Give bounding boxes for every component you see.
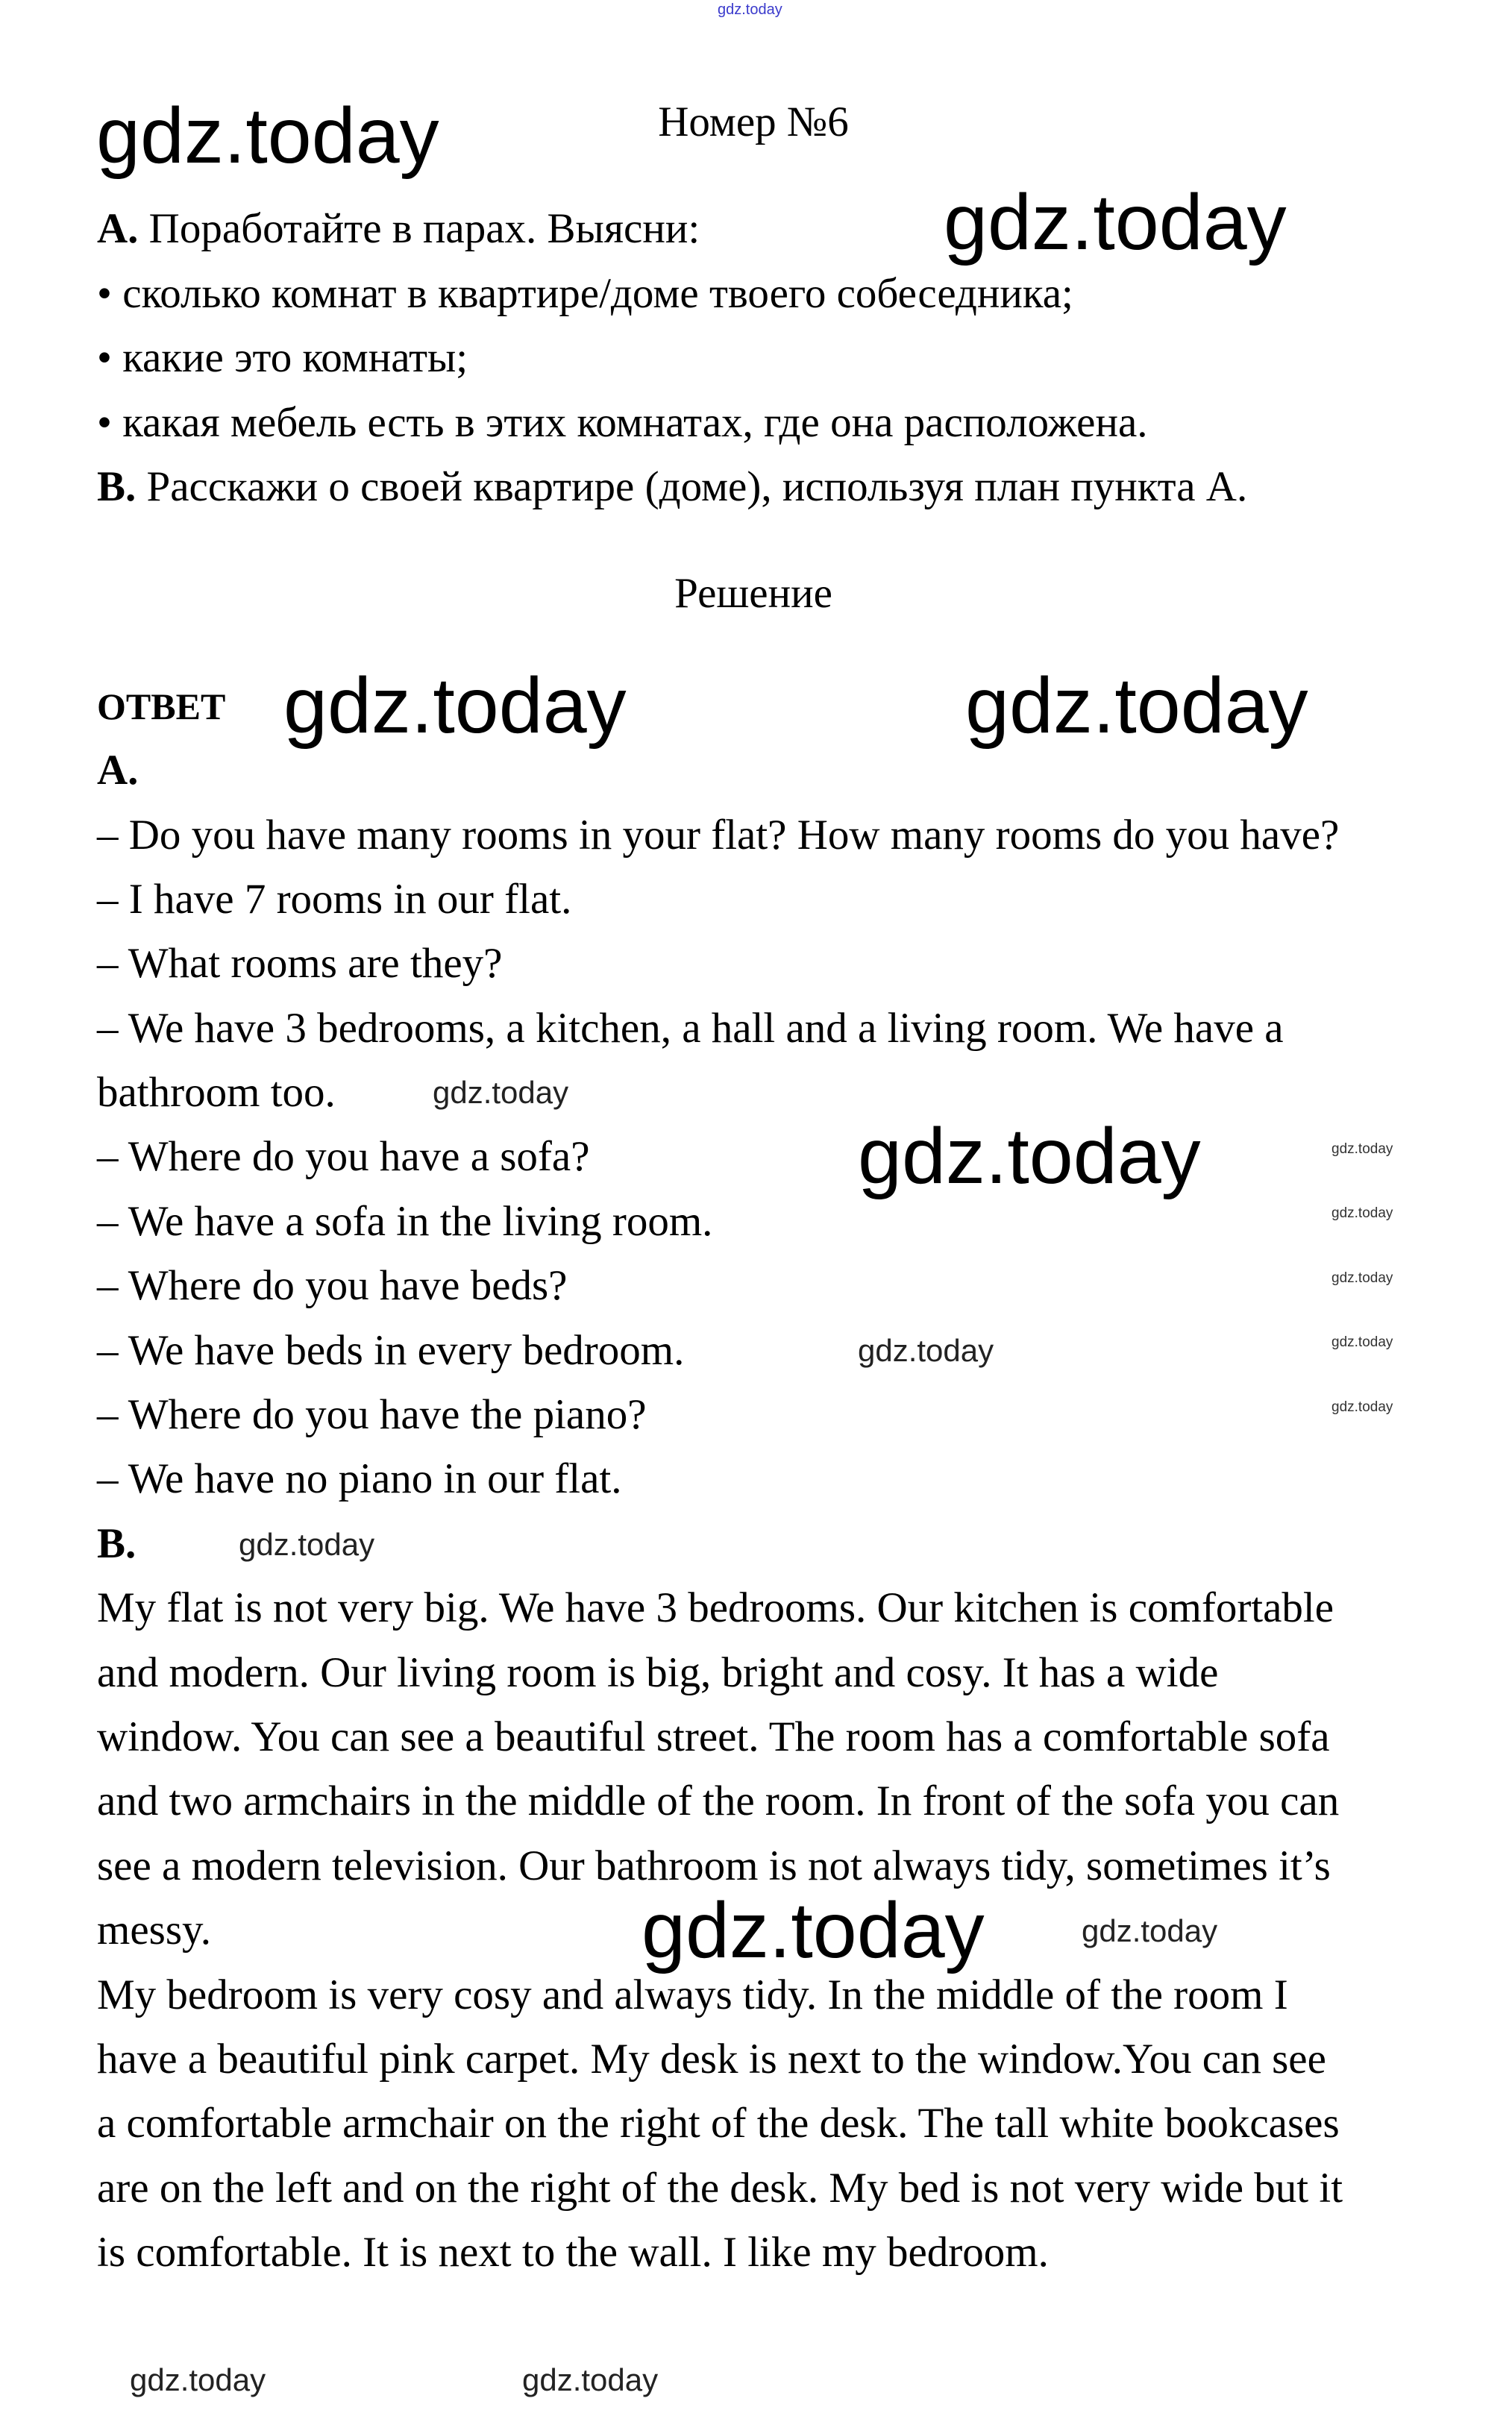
page-title: Номер №6 bbox=[658, 98, 849, 145]
paragraph-line: is comfortable. It is next to the wall. I like my bedroom. bbox=[97, 2229, 1049, 2276]
watermark: gdz.today bbox=[239, 1527, 375, 1562]
watermark: gdz.today bbox=[641, 1886, 985, 1974]
paragraph-line: messy. bbox=[97, 1907, 212, 1954]
dialog-line: – Where do you have a sofa? bbox=[97, 1133, 590, 1181]
paragraph-line: are on the left and on the right of the desk. My bed is not very wide but it bbox=[97, 2164, 1343, 2212]
answer-label: ОТВЕТ bbox=[97, 685, 226, 727]
dialog-line: – What rooms are they? bbox=[97, 940, 503, 988]
dialog-line: – We have 3 bedrooms, a kitchen, a hall and a living room. We have a bbox=[97, 1004, 1284, 1052]
watermark: gdz.today bbox=[1331, 1141, 1393, 1157]
task-b-label: B. bbox=[97, 462, 137, 510]
paragraph-line: window. You can see a beautiful street. The room has a comfortable sofa bbox=[97, 1713, 1330, 1760]
watermark: gdz.today bbox=[1331, 1205, 1393, 1221]
watermark: gdz.today bbox=[433, 1075, 569, 1110]
task-b bbox=[97, 455, 1247, 519]
watermark: gdz.today bbox=[96, 92, 439, 180]
paragraph-line: see a modern television. Our bathroom is not always tidy, sometimes it’s bbox=[97, 1842, 1331, 1889]
task-bullet: • какая мебель есть в этих комнатах, где она расположена. bbox=[97, 398, 1148, 446]
watermark: gdz.today bbox=[718, 1, 782, 18]
part-a-label: A. bbox=[97, 747, 139, 794]
watermark: gdz.today bbox=[965, 662, 1308, 750]
dialog-line: – Where do you have the piano? bbox=[97, 1391, 647, 1439]
paragraph-line: a comfortable armchair on the right of the desk. The tall white bookcases bbox=[97, 2100, 1340, 2147]
dialog-line: – We have beds in every bedroom. bbox=[97, 1326, 685, 1374]
dialog-line: – We have a sofa in the living room. bbox=[97, 1197, 713, 1245]
dialog-line: – Do you have many rooms in your flat? How many rooms do you have? bbox=[97, 811, 1340, 859]
task-a-label: A. bbox=[97, 205, 139, 253]
paragraph-line: My flat is not very big. We have 3 bedrooms. Our kitchen is comfortable bbox=[97, 1584, 1334, 1632]
dialog-line: – I have 7 rooms in our flat. bbox=[97, 875, 572, 923]
task-a-text: Поработайте в парах. Выясни: bbox=[138, 205, 700, 253]
paragraph-line: and two armchairs in the middle of the room. In front of the sofa you can bbox=[97, 1777, 1340, 1825]
paragraph-line: and modern. Our living room is big, bright and cosy. It has a wide bbox=[97, 1648, 1219, 1696]
task-bullet: • сколько комнат в квартире/доме твоего собеседника; bbox=[97, 269, 1073, 317]
watermark: gdz.today bbox=[858, 1333, 994, 1368]
watermark: gdz.today bbox=[283, 662, 627, 750]
paragraph-line: My bedroom is very cosy and always tidy. In the middle of the room I bbox=[97, 1971, 1288, 2018]
watermark: gdz.today bbox=[1082, 1913, 1218, 1948]
task-b-text: Расскажи о своей квартире (доме), используя план пункта А. bbox=[136, 462, 1248, 510]
dialog-line: – Where do you have beds? bbox=[97, 1262, 568, 1310]
watermark: gdz.today bbox=[1331, 1270, 1393, 1286]
task-a bbox=[97, 197, 700, 261]
watermark: gdz.today bbox=[522, 2362, 659, 2397]
dialog-line: – We have no piano in our flat. bbox=[97, 1455, 622, 1503]
paragraph-line: have a beautiful pink carpet. My desk is next to the window.You can see bbox=[97, 2035, 1326, 2083]
solution-heading: Решение bbox=[674, 570, 832, 618]
dialog-line: bathroom too. bbox=[97, 1069, 336, 1117]
task-bullet: • какие это комнаты; bbox=[97, 334, 468, 382]
watermark: gdz.today bbox=[130, 2362, 266, 2397]
watermark: gdz.today bbox=[1331, 1399, 1393, 1415]
watermark: gdz.today bbox=[944, 178, 1287, 266]
watermark: gdz.today bbox=[1331, 1334, 1393, 1350]
part-b-label: B. bbox=[97, 1519, 137, 1567]
watermark: gdz.today bbox=[858, 1112, 1201, 1200]
